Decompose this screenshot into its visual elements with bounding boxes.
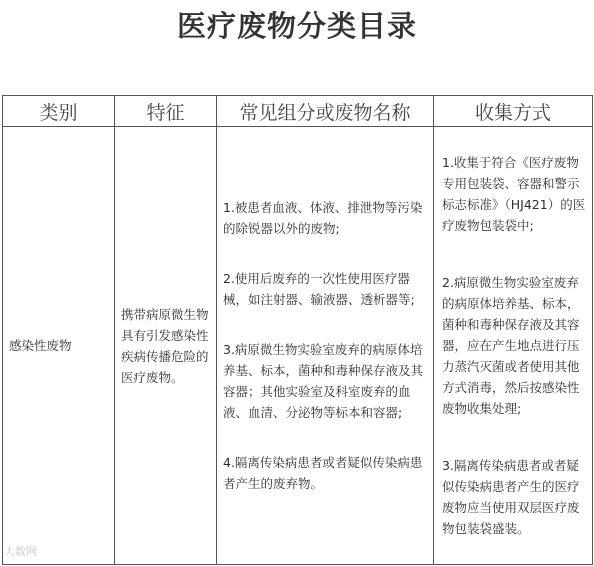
category-cell [3,127,115,565]
page-title: 医疗废物分类目录 [176,9,417,43]
medical-waste-table [2,95,593,565]
feature-cell [115,127,217,565]
components-cell [217,127,434,565]
components-list [217,197,433,494]
component-item: 1.被患者血液、体液、排泄物等污染的除锐器以外的废物; [223,200,423,236]
collection-item: 3.隔离传染病患者或者疑似传染病患者产生的医疗废物应当使用双层医疗废物包装袋盛装。 [442,458,580,536]
category-text: 感染性废物 [9,338,72,353]
table-header-row [3,96,593,127]
collection-item: 1.收集于符合《医疗废物专用包装袋、容器和警示标志标准》（HJ421）的医疗废物包装袋中; [442,155,586,233]
header-category: 类别 [3,96,115,127]
component-item: 3.病原微生物实验室废弃的病原体培养基、标本，菌种和毒种保存液及其容器；其他实验室及科室废弃的血液、血清、分泌物等标本和容器; [223,342,424,420]
collection-item: 2.病原微生物实验室废弃的病原体培养基、标本，菌种和毒种保存液及其容器，应在产生地点进行压力蒸汽灭菌或者使用其他方式消毒，然后按感染性废物收集处理; [442,275,580,416]
component-item: 4.隔离传染病患者或者疑似传染病患者产生的废弃物。 [223,455,423,491]
watermark: 大数网 [4,545,37,558]
feature-text: 携带病原微生物具有引发感染性疾病传播危险的医疗废物。 [121,306,209,385]
header-feature: 特征 [115,96,217,127]
collection-cell [434,127,593,565]
component-item: 2.使用后废弃的一次性使用医疗器械，如注射器、输液器、透析器等; [223,271,415,307]
header-components: 常见组分或废物名称 [217,96,434,127]
table-row [3,127,593,565]
header-collection: 收集方式 [434,96,593,127]
collection-list [434,152,592,539]
